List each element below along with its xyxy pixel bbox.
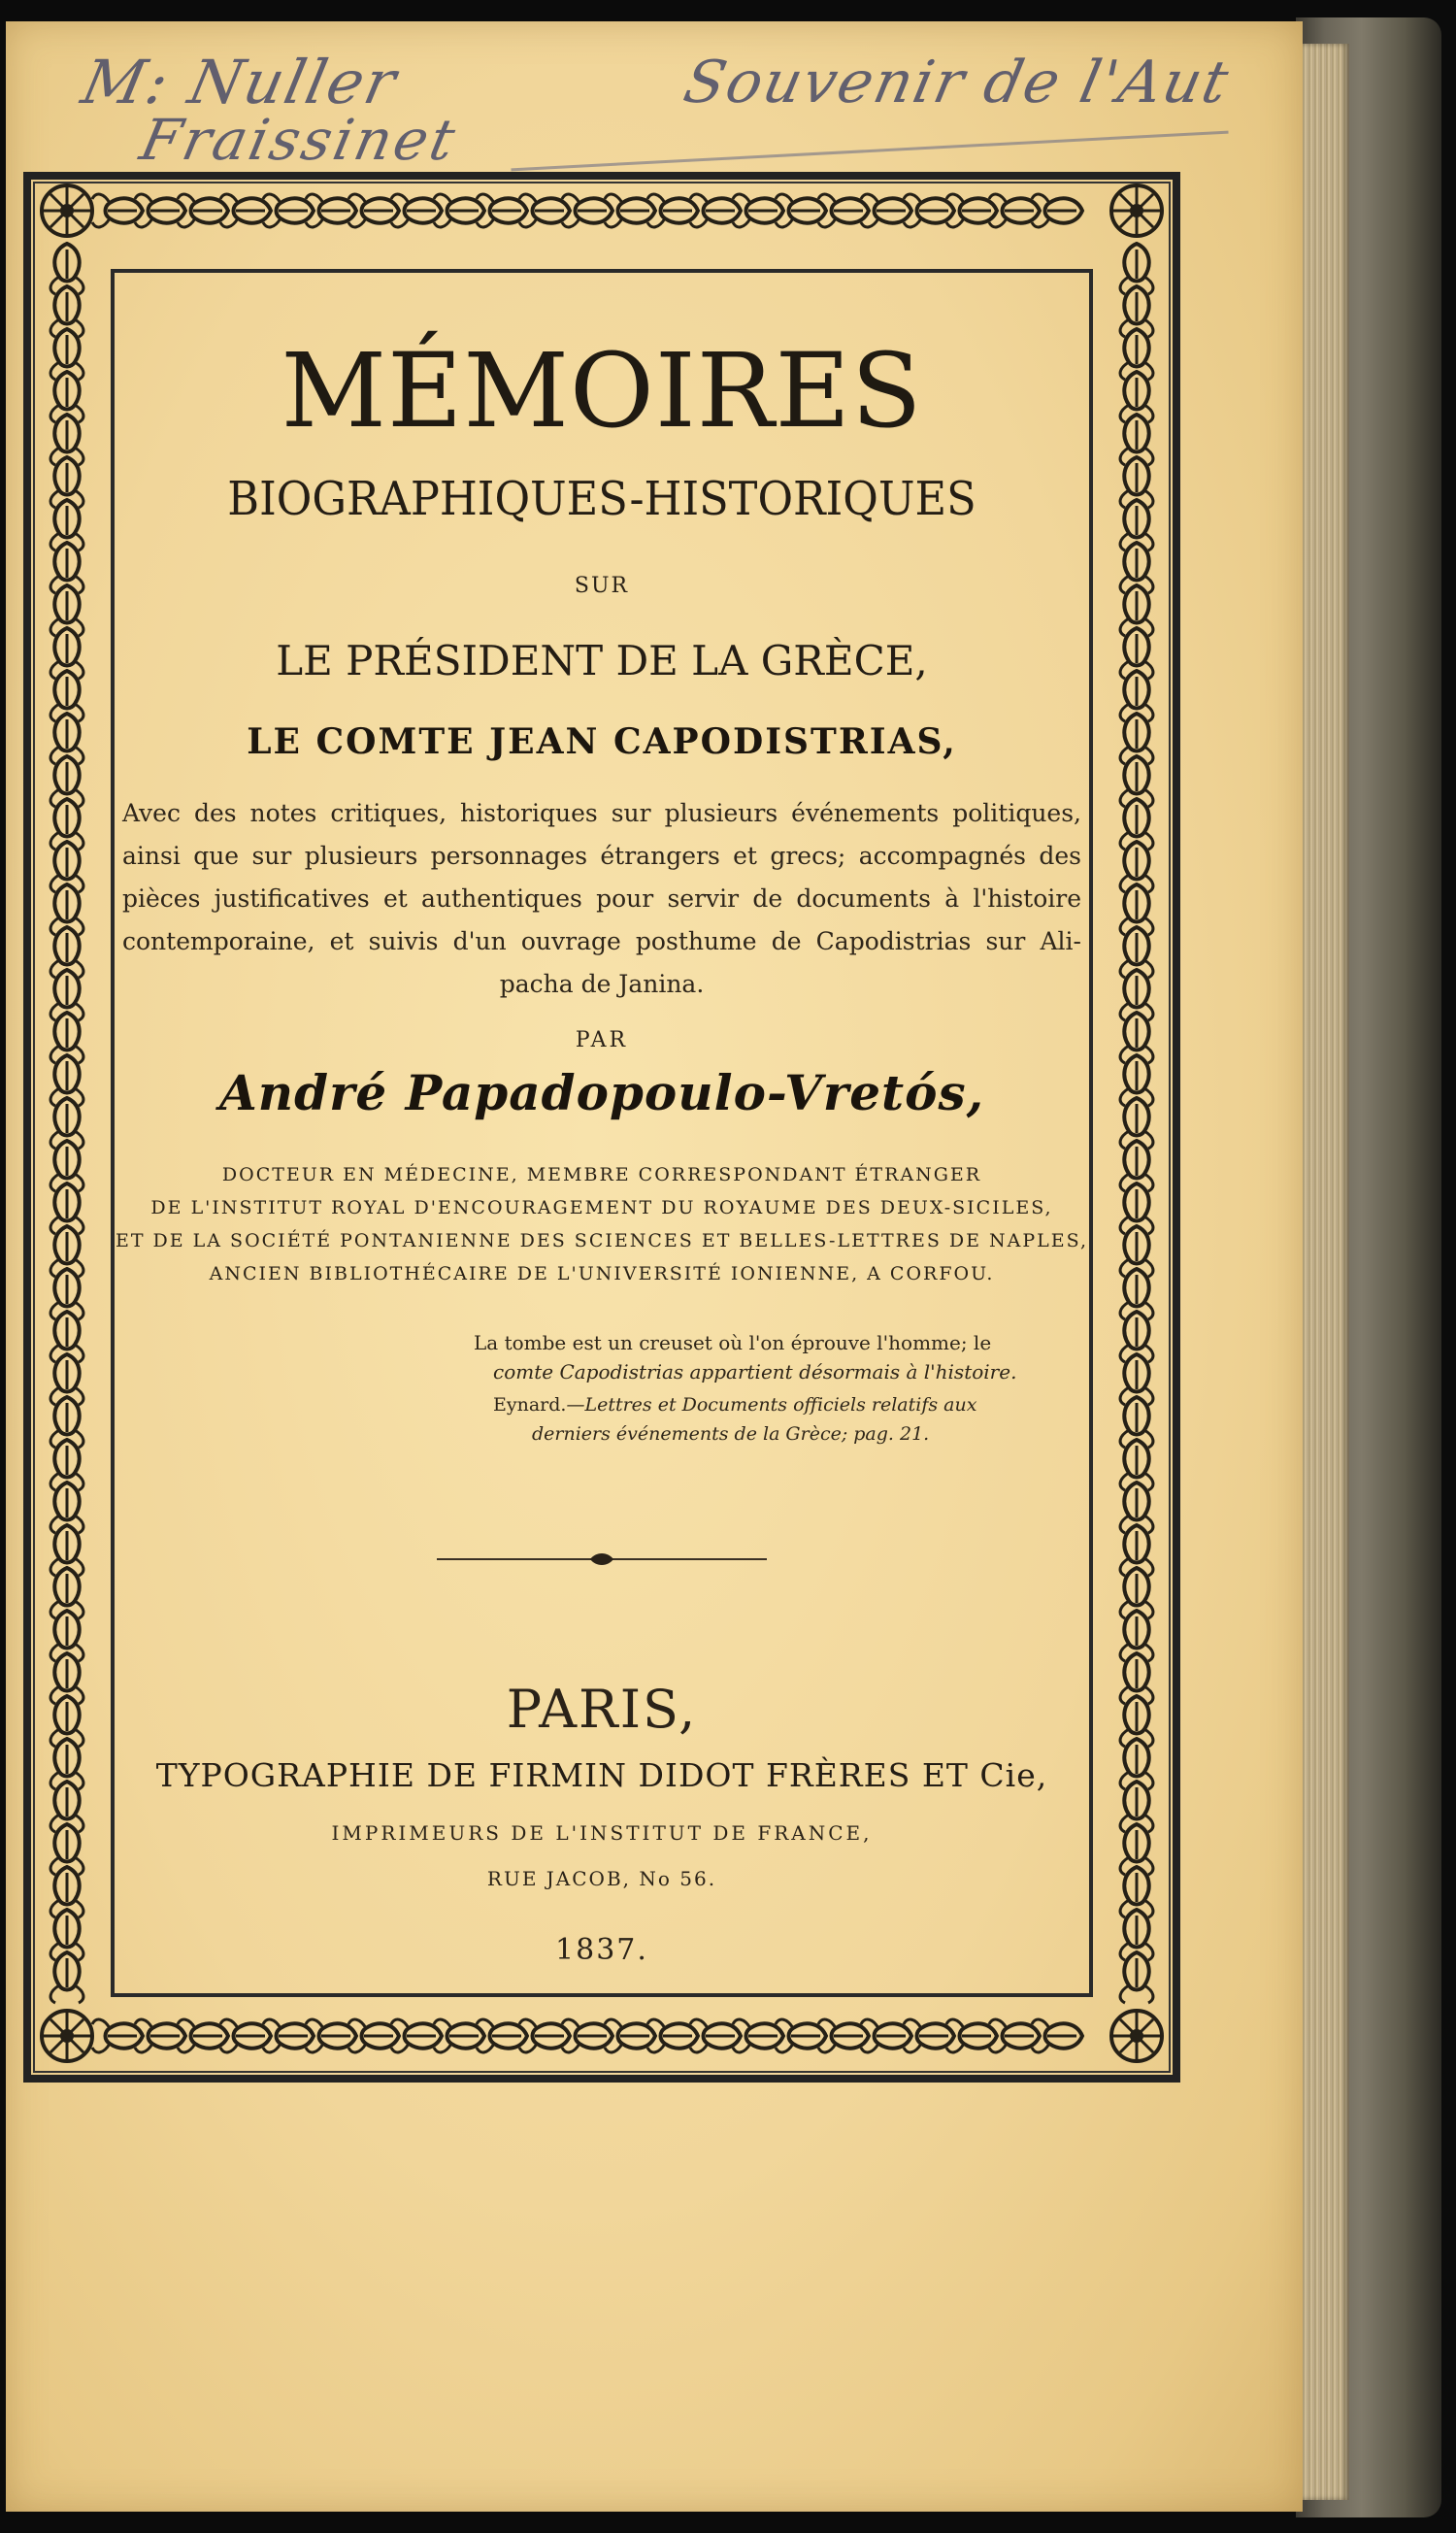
main-title: MÉMOIRES <box>281 331 923 450</box>
credential-line: DE L'INSTITUT ROYAL D'ENCOURAGEMENT DU ROYAUME DES DEUX-SICILES, <box>150 1197 1053 1218</box>
par-word: PAR <box>575 1028 629 1052</box>
title-page <box>6 21 1303 2512</box>
border-leaf-ornament <box>1120 1952 1153 2003</box>
subtitle: BIOGRAPHIQUES-HISTORIQUES <box>227 472 976 526</box>
epigraph-source-continued: derniers événements de la Grèce; pag. 21. <box>532 1423 930 1445</box>
rule-ornament <box>588 1550 615 1568</box>
epigraph-line-2: comte Capodistrias appartient désormais à l'histoire. <box>493 1360 1017 1383</box>
imprint-printer-role: IMPRIMEURS DE L'INSTITUT DE FRANCE, <box>331 1821 873 1845</box>
page-edges <box>1296 44 1349 2500</box>
description-paragraph: Avec des notes critiques, historiques sur plusieurs événements politiques, ainsi que sur plusieurs personnages étrangers et grecs; accompagnés des pièces justificatives et authentiques pour servir de documents à l'histoire contemporaine, et suivis d'un ouvrage posthume de Capodistrias sur Ali-pacha de Janina. <box>122 799 1081 998</box>
imprint-printer: TYPOGRAPHIE DE FIRMIN DIDOT FRÈRES ET Cie, <box>155 1756 1048 1794</box>
credential-line: DOCTEUR EN MÉDECINE, MEMBRE CORRESPONDANT ÉTRANGER <box>221 1164 982 1185</box>
handwritten-note-3: Souvenir de l'Aut <box>678 49 1237 117</box>
handwritten-note-1: M: Nuller <box>76 47 405 117</box>
epigraph-source-title: —Lettres et Documents officiels relatifs aux <box>566 1394 977 1416</box>
epigraph-source-name: Eynard. <box>493 1394 567 1416</box>
sur-word: SUR <box>574 574 630 598</box>
author-name: André Papadopoulo-Vretós, <box>218 1064 985 1121</box>
imprint-year: 1837. <box>555 1933 648 1967</box>
comte-line: LE COMTE JEAN CAPODISTRIAS, <box>247 721 957 762</box>
border-leaf-ornament <box>92 2019 143 2052</box>
imprint-address: RUE JACOB, No 56. <box>486 1867 717 1890</box>
border-leaf-ornament <box>50 1952 83 2003</box>
imprint-city: PARIS, <box>506 1679 698 1740</box>
credential-line: ANCIEN BIBLIOTHÉCAIRE DE L'UNIVERSITÉ IONIENNE, A CORFOU. <box>209 1263 995 1284</box>
handwritten-note-2: Fraissinet <box>134 107 464 173</box>
border-leaf-ornament <box>92 194 143 227</box>
credential-line: ET DE LA SOCIÉTÉ PONTANIENNE DES SCIENCES ET BELLES-LETTRES DE NAPLES, <box>115 1230 1089 1251</box>
epigraph-source <box>493 1394 1075 1416</box>
title-content <box>115 273 1089 1993</box>
president-line: LE PRÉSIDENT DE LA GRÈCE, <box>276 637 928 684</box>
epigraph-line-1: La tombe est un creuset où l'on éprouve l'homme; le <box>474 1331 992 1354</box>
